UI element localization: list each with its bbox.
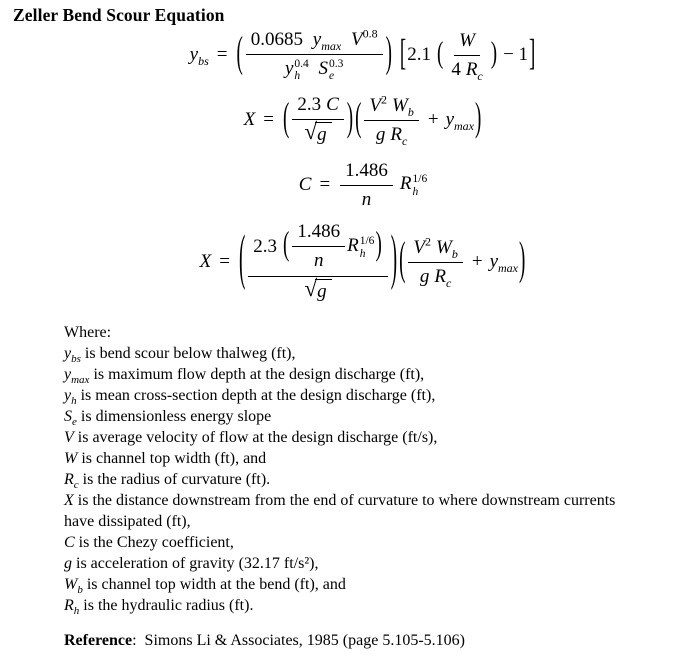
definitions-section xyxy=(64,322,696,616)
radical-icon: √ xyxy=(304,119,318,145)
definition-w: W is channel top width (ft), and xyxy=(64,450,267,467)
definition-c: C is the Chezy coefficient, xyxy=(64,534,234,551)
right-bracket: ] xyxy=(529,32,536,74)
right-paren: ) xyxy=(375,226,382,264)
coefficient: 2.3 xyxy=(253,235,278,257)
definition-se: $S_e$ is dimensionless energy slope xyxy=(64,408,272,429)
right-paren: ) xyxy=(519,233,526,286)
left-paren: ( xyxy=(282,95,290,141)
coefficient: 0.0685 xyxy=(250,28,304,50)
definition-wb: $W_b$ is channel top width at the bend (ft), and xyxy=(64,576,346,597)
fraction xyxy=(248,220,387,303)
left-paren: ( xyxy=(399,233,406,286)
var-x: X xyxy=(243,108,256,130)
var-ymax: $y_{max}$ xyxy=(445,108,474,133)
plus-sign: + xyxy=(427,108,439,130)
fraction-denominator: g $R_c$ xyxy=(419,265,452,290)
var-ybs: $y_{bs}$ xyxy=(189,43,209,68)
fraction xyxy=(340,159,393,212)
equation-x-expanded xyxy=(30,221,696,303)
fraction-numerator: 1.486 xyxy=(340,159,393,186)
fraction xyxy=(408,236,462,289)
equals-sign: = xyxy=(263,108,274,130)
fraction-denominator xyxy=(280,55,348,82)
definition-rh: $R_h$ is the hydraulic radius (ft). xyxy=(64,597,254,618)
fraction-numerator: 2.3 C xyxy=(292,93,343,120)
definition-v: V is average velocity of flow at the design discharge (ft/s), xyxy=(64,429,438,446)
fraction-denominator: 4 $R_c$ xyxy=(451,58,483,83)
left-paren: ( xyxy=(355,95,362,141)
fraction xyxy=(364,94,418,147)
fraction-denominator: g $R_c$ xyxy=(375,123,408,148)
definition-ymax: $y_{max}$ is maximum flow depth at the design discharge (ft), xyxy=(64,366,425,387)
fraction-denominator: n xyxy=(361,188,372,210)
right-paren: ) xyxy=(346,95,354,141)
radical-icon: √ xyxy=(304,275,318,302)
left-paren: ( xyxy=(238,224,246,294)
coefficient: 2.1 xyxy=(407,43,431,65)
fraction-denominator xyxy=(299,120,336,147)
minus-one-term: − 1 xyxy=(503,43,529,65)
var-rc: $R_c$ xyxy=(465,58,483,83)
var-ymax: $y_{max}$ xyxy=(312,28,342,53)
fraction xyxy=(292,93,343,147)
fraction-numerator: W xyxy=(454,29,480,56)
left-paren: ( xyxy=(236,28,243,77)
plus-sign: + xyxy=(471,250,483,272)
var-se-exp: S 0.3 e xyxy=(318,57,344,83)
fraction-denominator: n xyxy=(314,250,324,272)
definition-g: g is acceleration of gravity (32.17 ft/s²), xyxy=(64,555,319,572)
equals-sign: = xyxy=(216,43,228,65)
where-heading: Where: xyxy=(64,324,112,341)
equation-bend-scour xyxy=(30,27,696,83)
definition-x: X is the distance downstream from the end of curvature to where downstream currents have dissipated (ft), xyxy=(64,492,616,530)
fraction-numerator xyxy=(246,28,383,55)
reference-text: : Simons Li & Associates, 1985 (page 5.105-5.106) xyxy=(132,632,465,649)
definition-rc: $R_c$ is the radius of curvature (ft). xyxy=(64,471,271,492)
equation-chezy-coefficient xyxy=(30,159,696,210)
fraction-denominator xyxy=(299,277,336,304)
var-c: C xyxy=(326,94,339,116)
fraction-numerator xyxy=(248,220,387,277)
right-paren: ) xyxy=(475,95,482,141)
left-bracket: [ xyxy=(399,32,407,74)
reference-label: Reference xyxy=(64,632,133,649)
sqrt-g: √ g xyxy=(304,279,331,303)
equation-x-chezy xyxy=(30,93,696,147)
var-wb: $W_b$ xyxy=(392,94,414,119)
left-paren: ( xyxy=(436,36,444,71)
equals-sign: = xyxy=(319,173,331,195)
fraction-numerator: 1.486 xyxy=(292,220,345,247)
var-v-exp: $V^{0.8}$ xyxy=(350,26,378,50)
var-v-squared: $V^2$ xyxy=(413,234,432,258)
fraction-numerator xyxy=(408,236,462,263)
reference-line xyxy=(64,632,465,650)
fraction xyxy=(246,28,383,82)
sqrt-g: √ g xyxy=(304,122,331,146)
fraction-numerator xyxy=(364,94,418,121)
var-ymax: $y_{max}$ xyxy=(489,250,519,275)
right-paren: ) xyxy=(390,224,398,294)
fraction xyxy=(292,220,345,273)
var-rc: $R_c$ xyxy=(434,265,452,290)
definition-ybs: $y_{bs}$ is bend scour below thalweg (ft), xyxy=(64,345,296,366)
var-rh-exp: R 1/6 h xyxy=(347,234,375,260)
var-yh-exp: y 0.4 h xyxy=(284,57,309,83)
fraction xyxy=(446,29,487,82)
var-wb: $W_b$ xyxy=(436,236,458,261)
left-paren: ( xyxy=(283,226,290,264)
right-paren: ) xyxy=(490,36,498,71)
var-rc: $R_c$ xyxy=(390,123,408,148)
definition-yh: $y_h$ is mean cross-section depth at the design discharge (ft), xyxy=(64,387,436,408)
var-c: C xyxy=(298,173,312,195)
var-x: X xyxy=(199,250,212,272)
var-rh-exp: R 1/6 h xyxy=(399,173,428,198)
equals-sign: = xyxy=(219,250,230,272)
right-paren: ) xyxy=(385,28,392,77)
page-title: Zeller Bend Scour Equation xyxy=(13,5,225,25)
var-v-squared: $V^2$ xyxy=(369,92,388,116)
